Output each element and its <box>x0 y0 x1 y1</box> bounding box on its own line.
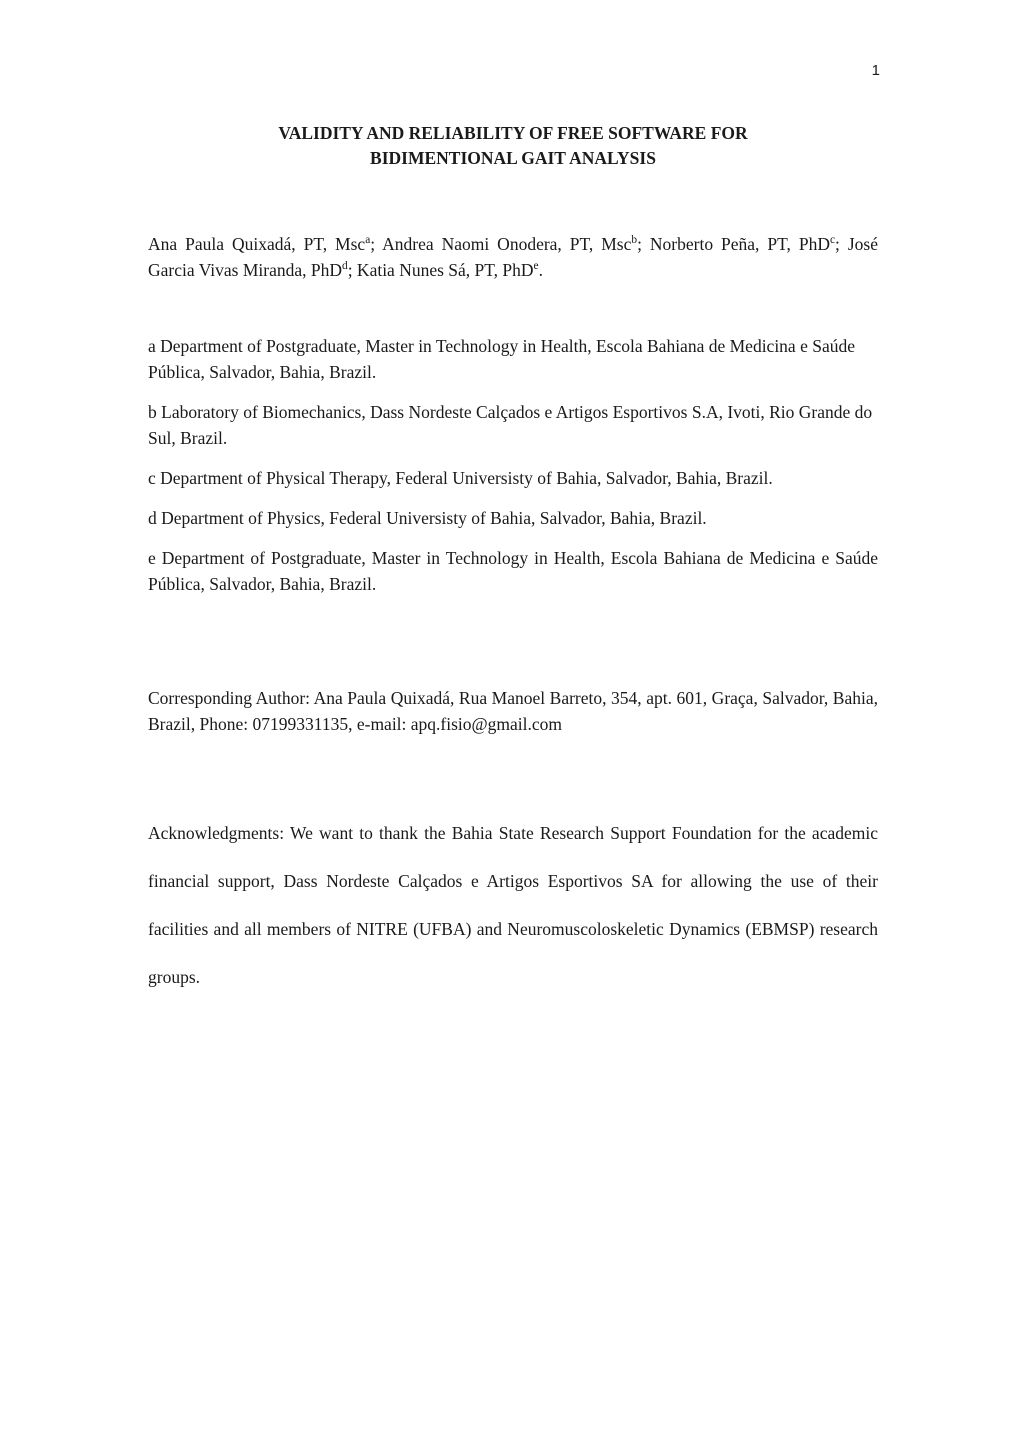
paper-title-line1: VALIDITY AND RELIABILITY OF FREE SOFTWARE FOR <box>278 123 748 143</box>
affiliation-item-c: c Department of Physical Therapy, Federal Universisty of Bahia, Salvador, Bahia, Brazil. <box>148 468 773 488</box>
paper-title-line2: BIDIMENTIONAL GAIT ANALYSIS <box>370 148 656 168</box>
affiliation-item-a: a Department of Postgraduate, Master in Technology in Health, Escola Bahiana de Medicina e Saúde Pública, Salvador, Bahia, Brazil. <box>148 336 855 382</box>
affiliation-item-d: d Department of Physics, Federal Universisty of Bahia, Salvador, Bahia, Brazil. <box>148 508 707 528</box>
paper-title <box>148 121 878 171</box>
page-content <box>148 0 878 1001</box>
acknowledgments: Acknowledgments: We want to thank the Bahia State Research Support Foundation for the academic financial support, Dass Nordeste Calçados e Artigos Esportivos SA for allowing the use of their facilities and all members of NITRE (UFBA) and Neuromuscoloskeletic Dynamics (EBMSP) research groups. <box>148 823 878 987</box>
corresponding-author: Corresponding Author: Ana Paula Quixadá, Rua Manoel Barreto, 354, apt. 601, Graça, Salvador, Bahia, Brazil, Phone: 07199331135, e-mail: apq.fisio@gmail.com <box>148 688 878 734</box>
page-number: 1 <box>871 62 880 79</box>
affiliation-item-b: b Laboratory of Biomechanics, Dass Nordeste Calçados e Artigos Esportivos S.A, Ivoti, Rio Grande do Sul, Brazil. <box>148 402 873 448</box>
authors-line: Ana Paula Quixadá, PT, Msc$^a$; Andrea Naomi Onodera, PT, Msc$^b$; Norberto Peña, PT, PhD$^c$; José Garcia Vivas Miranda, PhD$^d$; Katia Nunes Sá, PT, PhD$^e$. <box>148 234 878 280</box>
affiliation-item-e: e Department of Postgraduate, Master in Technology in Health, Escola Bahiana de Medicina e Saúde Pública, Salvador, Bahia, Brazil. <box>148 548 878 594</box>
